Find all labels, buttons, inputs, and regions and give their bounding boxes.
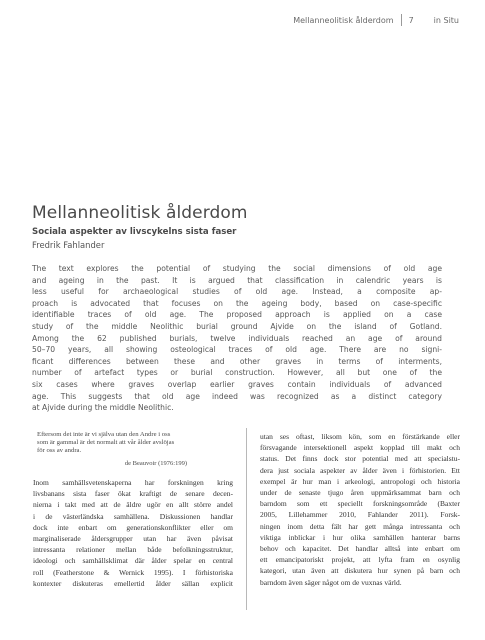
column-divider — [246, 428, 247, 610]
body-line: dock inte enbart om generationskonflikter eller om — [33, 522, 233, 532]
running-header — [293, 14, 459, 26]
abstract-line: proach is advocated that focuses on the ageing body, based on case-specific — [32, 298, 442, 308]
epigraph-citation: de Beauvoir (1976:199) — [124, 459, 187, 467]
body-line: barndom även säger något om de vuxnas värld. — [260, 577, 402, 587]
abstract-line: age. This suggests that old age indeed was recognized as a distinct category — [32, 391, 442, 401]
abstract-line: number of artefact types or burial construction. However, all but one of the — [32, 368, 442, 378]
abstract-line: six cases where graves overlap earlier graves contain individuals of advanced — [32, 379, 442, 389]
running-title: Mellanneolitisk ålderdom — [293, 15, 394, 25]
body-line: intressanta relationer mellan både befolkningsstruktur, — [33, 545, 233, 555]
body-line: under de senaste tjugo åren uppmärksammat barn och — [260, 488, 460, 498]
body-line: marginaliserade åldersgrupper utan har även påvisat — [33, 534, 233, 544]
abstract-line: at Ajvide during the middle Neolithic. — [32, 403, 174, 413]
body-line: Inom samhällsvetenskaperna har forskningen kring — [33, 478, 233, 487]
epigraph — [37, 431, 187, 468]
epigraph-line: för oss av andra. — [37, 447, 82, 455]
article-author: Fredrik Fahlander — [32, 240, 105, 250]
abstract-line: and ageing in the past. It is argued that classification in calendric years is — [32, 275, 442, 285]
abstract-line: identifiable traces of old age. The proposed approach is applied on a case — [32, 310, 442, 320]
body-line: utan ses oftast, liksom kön, som en förstärkande eller — [260, 432, 460, 441]
body-line: dera just sociala aspekter av ålder även i förhistorien. Ett — [260, 465, 460, 475]
body-line: barndom som ett speciellt forskningsområde (Baxter — [260, 499, 460, 509]
publication-name: in Situ — [433, 15, 459, 25]
article-title: Mellanneolitisk ålderdom — [32, 203, 248, 223]
abstract-line: 50–70 years, all showing osteological traces of old age. There are no signi- — [32, 345, 442, 355]
body-line: kontexter diskuteras emellertid ålder sällan explicit — [33, 578, 233, 588]
body-line: exempel är hur man i arkeologi, antropologi och historia — [260, 476, 460, 486]
body-line: ett emancipatoriskt projekt, att lyfta fram en osynlig — [260, 555, 460, 565]
epigraph-line: Eftersom det inte är vi själva utan den Andre i oss — [37, 431, 171, 438]
body-line: ideologi och samhällsklimat där ålder spelar en central — [33, 556, 233, 566]
abstract — [32, 263, 442, 414]
article-subtitle: Sociala aspekter av livscykelns sista faser — [32, 227, 237, 237]
body-column-right — [260, 431, 460, 588]
body-line: försvagande intersektionell aspekt kopplad till makt och — [260, 443, 460, 453]
abstract-line: The text explores the potential of studying the social dimensions of old age — [32, 264, 442, 273]
body-line: i de västerländska samhällena. Diskussionen handlar — [33, 511, 233, 521]
body-line: nierna i takt med att de äldre ugör en allt större andel — [33, 500, 233, 510]
epigraph-line: som är gammal är det normalt att vår ålder avslöjas — [37, 439, 175, 447]
abstract-line: Among the 62 published burials, twelve individuals reached an age of around — [32, 333, 442, 343]
body-line: behov och kapacitet. Det handlar alltså inte enbart om — [260, 544, 460, 554]
abstract-line: ficant differences between these and other graves in terms of interments, — [32, 356, 442, 366]
body-line: roll (Featherstone & Wernick 1995). I förhistoriska — [33, 567, 233, 577]
body-column-left — [33, 477, 233, 589]
abstract-line: less useful for archaeological studies of old age. Instead, a composite ap- — [32, 287, 442, 297]
body-line: kategori, utan även att diskutera hur synen på barn och — [260, 566, 460, 576]
body-line: 2005, Lillehammer 2010, Fahlander 2011). Forsk- — [260, 510, 460, 520]
abstract-line: study of the middle Neolithic burial ground Ajvide on the island of Gotland. — [32, 321, 442, 331]
body-line: livsbanans sista faser ökat kraftigt de senare decen- — [33, 489, 233, 499]
body-line: viktiga inblickar i hur olika samhällen hanterar barns — [260, 532, 460, 542]
body-line: ningen inom detta fält har gett många intressanta och — [260, 521, 460, 531]
body-line: status. Det finns dock stor potential med att specialstu- — [260, 454, 460, 464]
header-divider — [401, 14, 402, 26]
page-number: 7 — [408, 15, 414, 25]
